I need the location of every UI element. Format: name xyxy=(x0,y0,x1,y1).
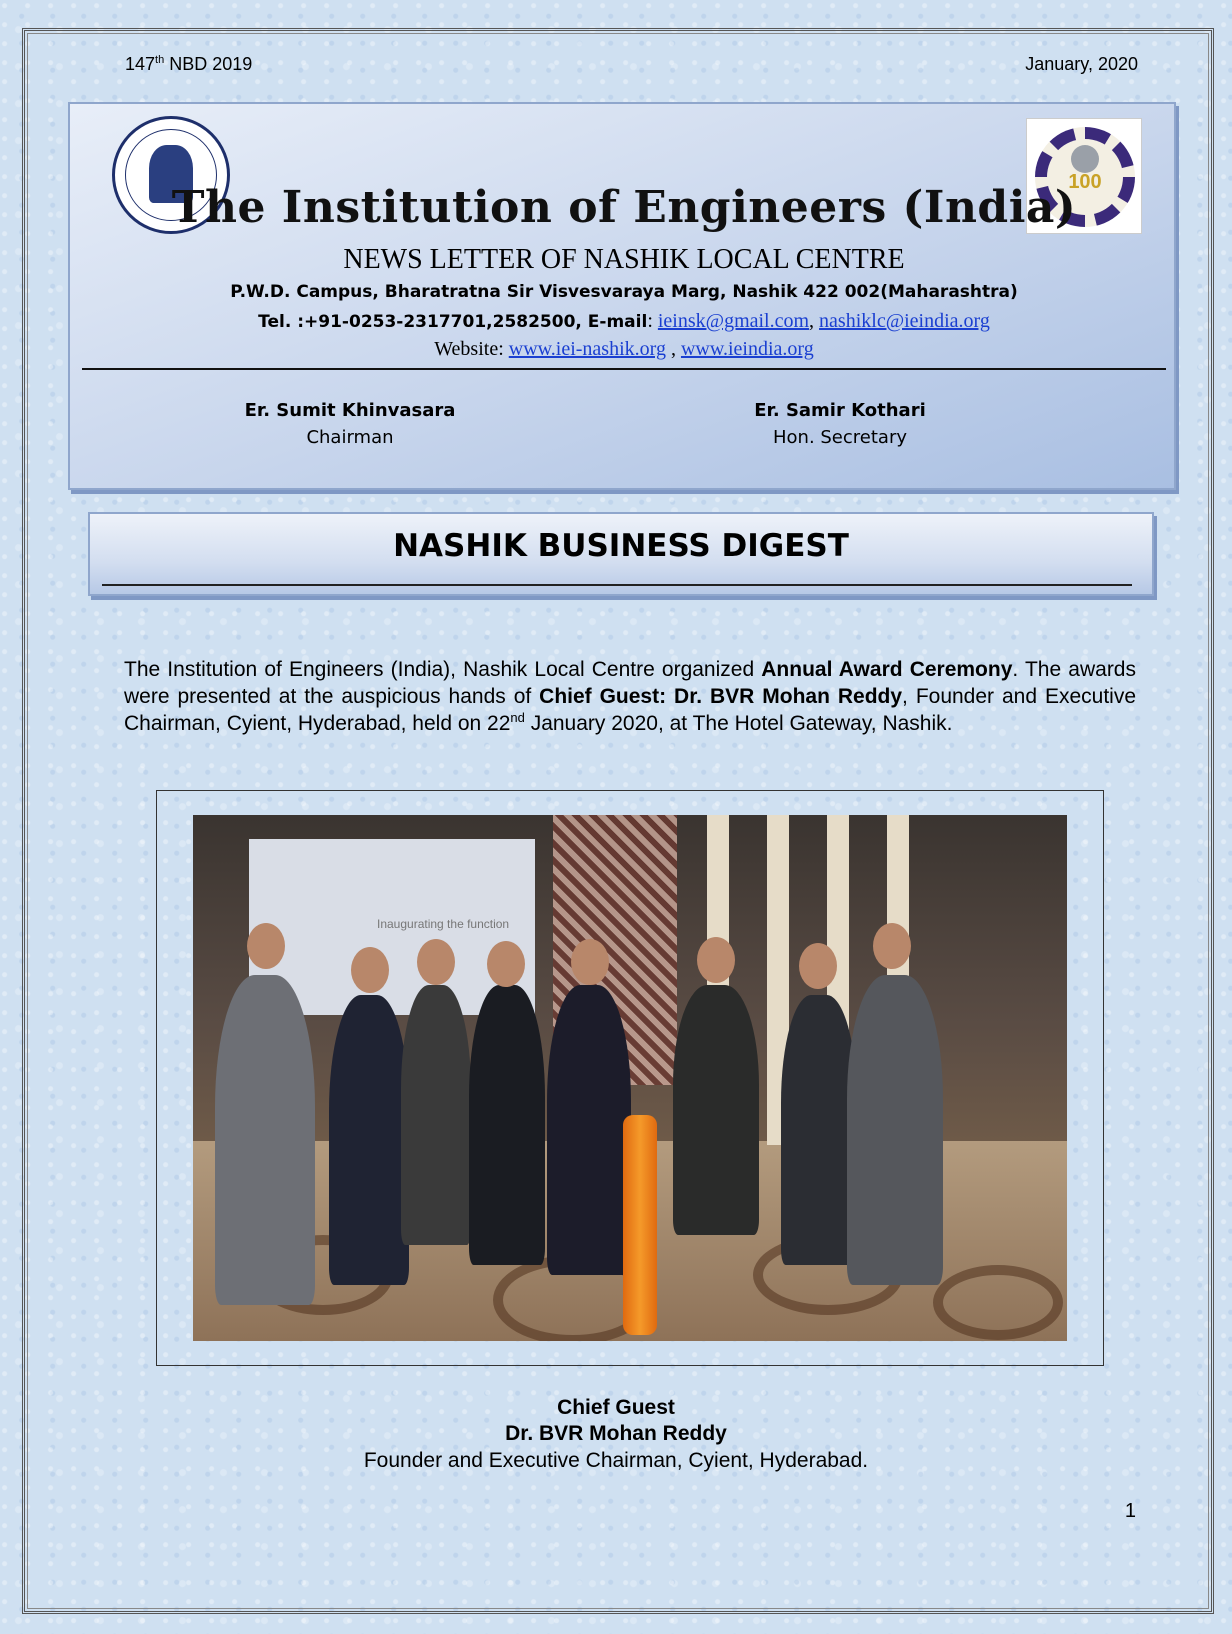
digest-divider xyxy=(102,584,1132,586)
digest-banner xyxy=(88,512,1154,596)
badge-number: 100 xyxy=(1068,171,1102,193)
photo-frame xyxy=(156,790,1104,1366)
official-chairman xyxy=(220,400,480,448)
org-title: The Institution of Engineers (India) xyxy=(171,182,1077,233)
website-link-1[interactable]: www.iei-nashik.org xyxy=(508,338,666,360)
ceremonial-lamp xyxy=(623,1115,657,1335)
masthead xyxy=(68,102,1176,490)
official-name: Er. Samir Kothari xyxy=(754,400,926,421)
contact-line: Tel. :+91-0253-2317701,2582500, E-mail: ieinsk@gmail.com, nashiklc@ieindia.org xyxy=(258,310,990,332)
digest-title: NASHIK BUSINESS DIGEST xyxy=(393,528,849,564)
caption-name: Dr. BVR Mohan Reddy xyxy=(505,1422,727,1445)
official-secretary xyxy=(710,400,970,448)
newsletter-title: NEWS LETTER OF NASHIK LOCAL CENTRE xyxy=(343,244,905,275)
official-name: Er. Sumit Khinvasara xyxy=(244,400,456,421)
website-line: Website: www.iei-nashik.org , www.ieindia.org xyxy=(434,338,814,360)
address: P.W.D. Campus, Bharatratna Sir Visvesvaraya Marg, Nashik 422 002(Maharashtra) xyxy=(230,282,1018,302)
article-paragraph: The Institution of Engineers (India), Nashik Local Centre organized Annual Award Ceremony. The awards were presented at the auspicious hands of Chief Guest: Dr. BVR Mohan Reddy, Founder and Executive Chairman, Cyient, Hyderabad, held on 22nd January 2020, at The Hotel Gateway, Nashik. xyxy=(124,658,1136,735)
official-role: Chairman xyxy=(306,427,394,448)
official-role: Hon. Secretary xyxy=(772,427,907,448)
page-number: 1 xyxy=(1124,1500,1136,1522)
website-link-2[interactable]: www.ieindia.org xyxy=(680,338,814,360)
email-link-2[interactable]: nashiklc@ieindia.org xyxy=(819,310,990,332)
issue-date: January, 2020 xyxy=(1025,54,1138,74)
email-link-1[interactable]: ieinsk@gmail.com xyxy=(657,310,810,332)
event-photo xyxy=(193,815,1067,1341)
caption-title: Chief Guest xyxy=(557,1396,675,1419)
issue-label: 147th NBD 2019 xyxy=(125,54,253,74)
caption-designation: Founder and Executive Chairman, Cyient, Hyderabad. xyxy=(363,1449,869,1472)
masthead-divider xyxy=(82,368,1166,370)
projector-screen: Inaugurating the function xyxy=(249,839,535,1015)
